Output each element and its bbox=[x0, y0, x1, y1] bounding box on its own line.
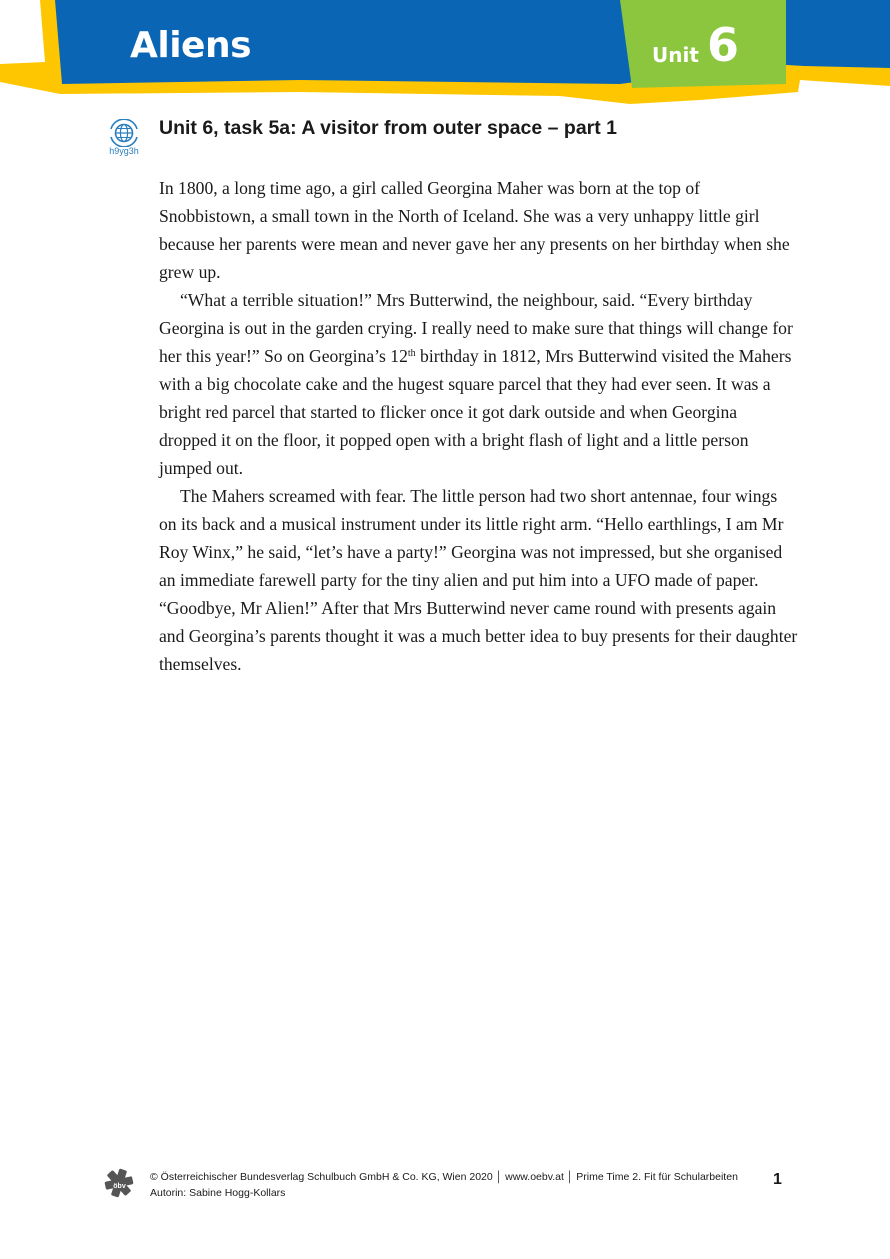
svg-text:öbv: öbv bbox=[113, 1183, 126, 1190]
footer-line-1: © Österreichischer Bundesverlag Schulbuch GmbH & Co. KG, Wien 2020 │ www.oebv.at │ Prime Time 2. Fit für Schularbeiten bbox=[150, 1171, 738, 1183]
globe-icon[interactable] bbox=[108, 119, 140, 147]
task-title: Unit 6, task 5a: A visitor from outer space – part 1 bbox=[159, 117, 618, 139]
worksheet-title: Aliens bbox=[130, 25, 252, 66]
unit-label: Unit bbox=[652, 43, 699, 67]
header-green-box bbox=[620, 0, 786, 88]
paragraph-2-text-end: birthday in 1812, Mrs Butterwind visited the Mahers with a big chocolate cake and the hugest square parcel that they had ever seen. It was a bright red parcel that started to flicker once it got dark outside and when Georgina dropped it on the floor, it popped open with a bright flash of light and a little person jumped out. bbox=[159, 346, 792, 478]
paragraph-2-text-start: “What a terrible situation!” Mrs Butterwind, the neighbour, said. “Every birthday Georgina is out in the garden crying. I really need to make sure that things will change for her this year!” So on Georgina’s 12 bbox=[159, 290, 793, 366]
ordinal-suffix: th bbox=[407, 348, 416, 359]
online-code[interactable]: h9yg3h bbox=[109, 146, 139, 156]
footer-copyright bbox=[150, 1169, 738, 1201]
story-paragraph-3: The Mahers screamed with fear. The little person had two short antennae, four wings on its back and a musical instrument under its little right arm. “Hello earthlings, I am Mr Roy Winx,” he said, “let’s have a party!” Georgina was not impressed, but she organised an immediate farewell party for the tiny alien and put him into a UFO made of paper. “Goodbye, Mr Alien!” After that Mrs Butterwind never came round with presents again and Georgina’s parents thought it was a much better idea to buy presents for their daughter themselves. bbox=[159, 486, 798, 674]
story-paragraph-1: In 1800, a long time ago, a girl called Georgina Maher was born at the top of Snobbistown, a small town in the North of Iceland. She was a very unhappy little girl because her parents were mean and never gave her any presents on her birthday when she grew up. bbox=[159, 178, 790, 282]
oebv-logo-icon bbox=[104, 1168, 134, 1198]
story-paragraph-2 bbox=[159, 286, 799, 482]
story-text bbox=[159, 174, 799, 678]
page-number: 1 bbox=[773, 1171, 782, 1188]
footer-line-2: Autorin: Sabine Hogg-Kollars bbox=[150, 1187, 286, 1199]
unit-number: 6 bbox=[707, 18, 740, 72]
